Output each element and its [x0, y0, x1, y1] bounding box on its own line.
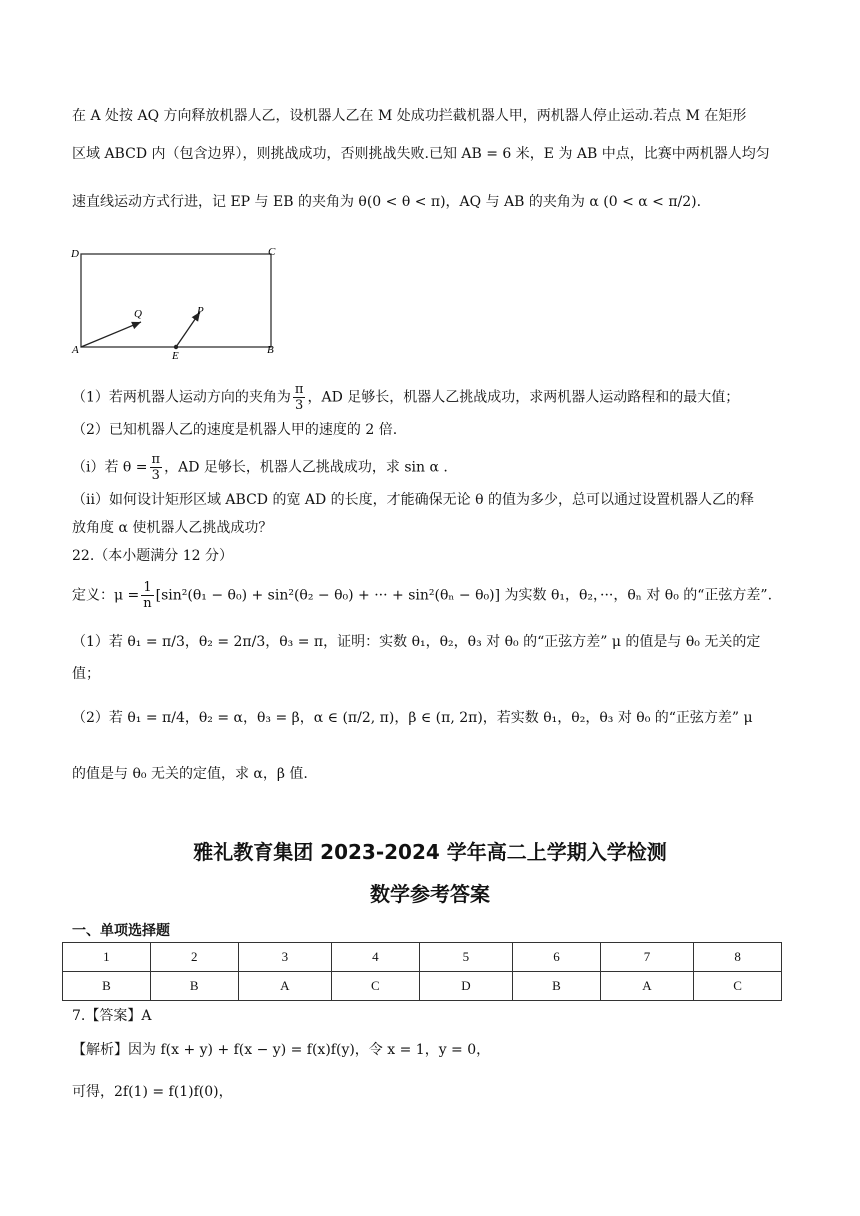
label-b: B: [267, 344, 274, 356]
q7-derivation: 可得，2f(1) = f(1)f(0)，: [72, 1084, 233, 1100]
p22-q1-a: （1）若 θ₁ = π/3，θ₂ = 2π/3，θ₃ = π，证明：实数 θ₁，θ₂，θ₃ 对 θ₀ 的“正弦方差” μ 的值是与 θ₀ 无关的定: [72, 634, 761, 650]
table-cell: 4: [331, 943, 419, 972]
vector-aq: [81, 322, 141, 347]
frac-denominator: 3: [151, 468, 160, 483]
p22-header: 22.（本小题满分 12 分）: [72, 548, 233, 564]
answers-subtitle: 数学参考答案: [370, 882, 490, 906]
label-e: E: [172, 350, 179, 362]
pi-over-3-fraction-2: [150, 452, 163, 483]
p21-q2: （2）已知机器人乙的速度是机器人甲的速度的 2 倍.: [72, 422, 398, 438]
table-cell: B: [150, 972, 238, 1001]
p22-def-b: [sin²(θ₁ − θ₀) + sin²(θ₂ − θ₀) + ··· + sin²(θₙ − θ₀)] 为实数 θ₁，θ₂，···，θₙ 对 θ₀ 的“正弦方差”.: [155, 587, 773, 604]
label-a: A: [72, 344, 79, 356]
table-cell: C: [694, 972, 782, 1001]
table-cell: 3: [238, 943, 331, 972]
table-cell: D: [419, 972, 512, 1001]
table-cell: 1: [63, 943, 151, 972]
p21-line3-alpha-range: (0 < α < π/2).: [603, 194, 702, 210]
p21-q1-text-b: ，AD 足够长，机器人乙挑战成功，求两机器人运动路程和的最大值；: [307, 389, 740, 406]
table-cell: 8: [694, 943, 782, 972]
section-single-choice: 一、单项选择题: [72, 923, 170, 939]
p21-q2ii-a: （ii）如何设计矩形区域 ABCD 的宽 AD 的长度，才能确保无论 θ 的值为多少，总可以通过设置机器人乙的释: [72, 492, 755, 508]
frac-denominator: n: [143, 596, 152, 611]
answers-title: 雅礼教育集团 2023-2024 学年高二上学期入学检测: [193, 840, 667, 864]
frac-numerator: π: [294, 382, 304, 397]
label-q: Q: [134, 308, 142, 320]
one-over-n-fraction: [141, 580, 153, 611]
p22-def-a: 定义：μ =: [72, 587, 140, 604]
rectangle-abcd: [81, 254, 271, 347]
p21-q1-text-a: （1）若两机器人运动方向的夹角为: [72, 389, 291, 406]
p21-q2i-text-a: （i）若 θ =: [72, 459, 148, 476]
p21-q2i-text-b: ，AD 足够长，机器人乙挑战成功，求 sin α .: [164, 459, 448, 476]
table-cell: A: [238, 972, 331, 1001]
answer-table-letters: [63, 972, 782, 1001]
frac-numerator: 1: [141, 580, 153, 596]
p22-q2-b: 的值是与 θ₀ 无关的定值，求 α，β 值.: [72, 766, 308, 782]
p21-q2i: [72, 452, 800, 483]
table-cell: B: [513, 972, 601, 1001]
frac-denominator: 3: [295, 398, 304, 413]
table-cell: 7: [600, 943, 693, 972]
label-c: C: [268, 246, 276, 258]
point-e: [174, 345, 178, 349]
p21-line2: 区域 ABCD 内（包含边界），则挑战成功，否则挑战失败.已知 AB = 6 米，E 为 AB 中点，比赛中两机器人均匀: [72, 146, 770, 162]
pi-over-3-fraction: [293, 382, 306, 413]
p21-q2ii-b: 放角度 α 使机器人乙挑战成功？: [72, 520, 273, 536]
answer-table-numbers: [63, 943, 782, 972]
p21-line3-text: 速直线运动方式行进，记 EP 与 EB 的夹角为 θ(0 < θ < π)，AQ 与 AB 的夹角为 α: [72, 194, 599, 210]
frac-numerator: π: [151, 452, 161, 467]
p22-definition: [72, 580, 800, 611]
q7-analysis: 【解析】因为 f(x + y) + f(x − y) = f(x)f(y)，令 x = 1，y = 0，: [72, 1042, 491, 1058]
table-cell: C: [331, 972, 419, 1001]
rectangle-figure: [66, 240, 296, 365]
table-cell: 6: [513, 943, 601, 972]
vector-ep: [176, 312, 200, 347]
p21-line1: 在 A 处按 AQ 方向释放机器人乙，设机器人乙在 M 处成功拦截机器人甲，两机器人停止运动.若点 M 在矩形: [72, 108, 747, 124]
table-cell: A: [600, 972, 693, 1001]
table-cell: 5: [419, 943, 512, 972]
p21-q1: [72, 382, 800, 413]
label-d: D: [71, 248, 79, 260]
answer-table: [62, 942, 782, 1001]
p21-line3: [72, 192, 800, 212]
p22-q2-a: （2）若 θ₁ = π/4，θ₂ = α，θ₃ = β，α ∈ (π/2, π)，β ∈ (π, 2π)，若实数 θ₁，θ₂，θ₃ 对 θ₀ 的“正弦方差” μ: [72, 710, 753, 726]
table-cell: 2: [150, 943, 238, 972]
q7-answer: 7.【答案】A: [72, 1008, 152, 1024]
p22-q1-b: 值；: [72, 666, 100, 682]
table-cell: B: [63, 972, 151, 1001]
label-p: P: [197, 305, 204, 317]
